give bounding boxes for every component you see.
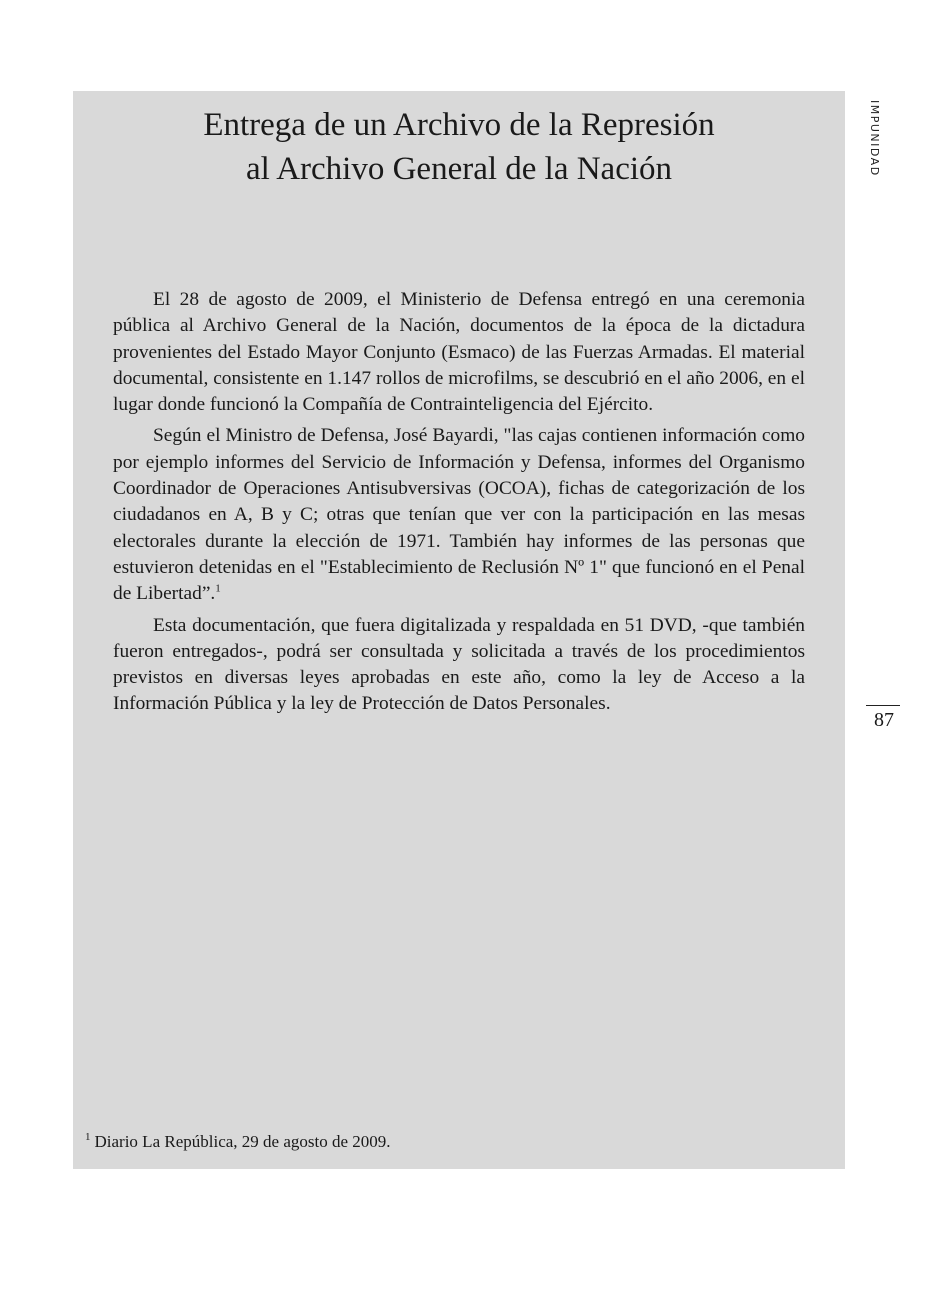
footnote: [85, 1131, 825, 1153]
footnote-text: Diario La República, 29 de agosto de 2009.: [94, 1132, 391, 1151]
article-body: [113, 287, 805, 723]
title-line-2: al Archivo General de la Nación: [245, 151, 673, 187]
title-line-1: Entrega de un Archivo de la Represión: [203, 107, 715, 143]
paragraph-2: [113, 423, 805, 607]
content-panel: [73, 91, 845, 1169]
page-title: [73, 103, 845, 191]
page-number-rule: [866, 705, 900, 706]
paragraph-1: El 28 de agosto de 2009, el Ministerio de Defensa entregó en una ceremonia pública al Archivo General de la Nación, documentos de la época de la dictadura provenientes del Estado Mayor Conjunto (Esmaco) de las Fuerzas Armadas. El material documental, consistente en 1.147 rollos de microfilms, se descubrió en el año 2006, en el lugar donde funcionó la Compañía de Contrainteligencia del Ejército.: [113, 289, 805, 416]
footnote-reference: 1: [215, 582, 221, 595]
paragraph-3: Esta documentación, que fuera digitalizada y respaldada en 51 DVD, -que también fueron entregados-, podrá ser consultada y solicitada a través de los procedimientos previstos en diversas leyes aprobadas en este año, como la ley de Acceso a la Información Pública y la ley de Protección de Datos Personales.: [113, 614, 805, 715]
page-number: 87: [874, 709, 894, 731]
footnote-mark: 1: [85, 1131, 91, 1144]
paragraph-2-text: Según el Ministro de Defensa, José Bayardi, "las cajas contienen información como por ejemplo informes del Servicio de Información y Defensa, informes del Organismo Coordinador de Operaciones Antisubversivas (OCOA), fichas de categorización de los ciudadanos en A, B y C; otras que tenían que ver con la participación en las mesas electorales durante la elección de 1971. También hay informes de las personas que estuvieron detenidas en el "Establecimiento de Reclusión Nº 1" que funcionó en el Penal de Libertad”.: [113, 425, 805, 605]
section-label-text: IMPUNIDAD: [868, 100, 881, 177]
section-side-label: [862, 100, 892, 190]
